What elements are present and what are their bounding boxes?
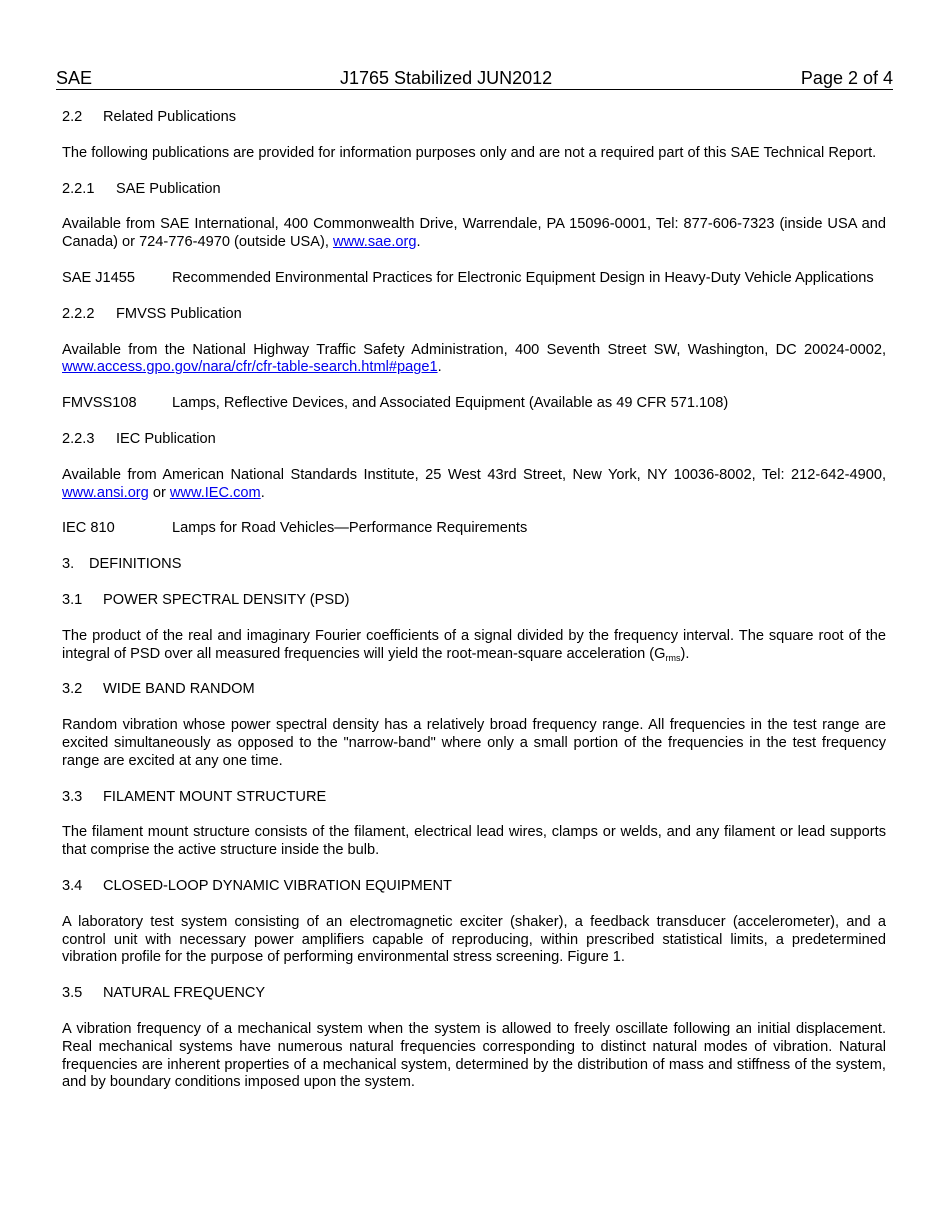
section-3-heading bbox=[62, 556, 886, 574]
section-number: 2.2.1 bbox=[62, 180, 95, 197]
iec-link[interactable]: www.IEC.com bbox=[169, 484, 261, 501]
section-3-5-heading bbox=[62, 985, 886, 1003]
reference-code: FMVSS108 bbox=[62, 395, 137, 412]
section-3-2-text: Random vibration whose power spectral density has a relatively broad frequency range. All frequencies in the test range are excited simultaneously as opposed to the "narrow-band" where only a small portion of the frequencies in the test frequency range are excited at any one time. bbox=[62, 717, 886, 769]
section-title: Related Publications bbox=[103, 109, 237, 125]
sae-availability-text bbox=[62, 216, 886, 252]
availability-text: Available from American National Standards Institute, 25 West 43rd Street, New York, NY 10036-8002, Tel: 212-642-4900, bbox=[62, 466, 886, 483]
section-title: DEFINITIONS bbox=[89, 556, 182, 573]
section-3-1-heading bbox=[62, 592, 886, 610]
reference-iec-810 bbox=[62, 520, 886, 538]
section-2-2-heading bbox=[62, 109, 886, 127]
header-org: SAE bbox=[56, 68, 93, 88]
reference-fmvss108 bbox=[62, 395, 886, 413]
ansi-link[interactable]: www.ansi.org bbox=[62, 484, 149, 501]
section-number: 2.2.2 bbox=[62, 305, 95, 322]
punctuation: . bbox=[260, 484, 265, 501]
punctuation: . bbox=[437, 359, 442, 376]
section-2-2-3-heading bbox=[62, 431, 886, 449]
punctuation: . bbox=[416, 234, 421, 251]
punctuation: ). bbox=[680, 645, 690, 662]
section-2-2-2-heading bbox=[62, 306, 886, 324]
gpo-link[interactable]: www.access.gpo.gov/nara/cfr/cfr-table-search.html#page1 bbox=[62, 359, 438, 376]
section-title: IEC Publication bbox=[116, 430, 216, 447]
conjunction: or bbox=[148, 484, 170, 501]
reference-code: SAE J1455 bbox=[62, 269, 136, 286]
section-title: FILAMENT MOUNT STRUCTURE bbox=[103, 788, 327, 805]
section-number: 3.3 bbox=[62, 788, 83, 805]
sae-link[interactable]: www.sae.org bbox=[332, 234, 417, 251]
section-3-5-text: A vibration frequency of a mechanical system when the system is allowed to freely oscillate following an initial displacement. Real mechanical systems have numerous natural frequencies corresponding to distinct natural modes of vibration. Natural frequencies are inherent properties of a mechanical system, determined by the distribution of mass and stiffness of the system, and by boundary conditions imposed upon the system. bbox=[62, 1020, 886, 1091]
definition-text: The product of the real and imaginary Fourier coefficients of a signal divided by the frequency interval. The square root of the integral of PSD over all measured frequencies will yield the root-mean-square acceleration (G bbox=[62, 627, 886, 662]
section-title: CLOSED-LOOP DYNAMIC VIBRATION EQUIPMENT bbox=[103, 877, 452, 894]
section-number: 2.2 bbox=[62, 109, 83, 125]
reference-code: IEC 810 bbox=[62, 520, 115, 537]
subscript: rms bbox=[665, 652, 681, 663]
section-2-2-text: The following publications are provided for information purposes only and are not a required part of this SAE Technical Report. bbox=[62, 144, 877, 161]
header-document-id: J1765 Stabilized JUN2012 bbox=[340, 68, 553, 88]
section-title: WIDE BAND RANDOM bbox=[103, 681, 255, 698]
section-number: 3.2 bbox=[62, 681, 83, 698]
document-body bbox=[62, 109, 886, 1110]
fmvss-availability-text bbox=[62, 342, 886, 378]
section-title: FMVSS Publication bbox=[116, 305, 242, 322]
section-3-2-heading bbox=[62, 681, 886, 699]
page-header bbox=[56, 68, 893, 90]
section-title: POWER SPECTRAL DENSITY (PSD) bbox=[103, 591, 350, 608]
section-3-4-heading bbox=[62, 878, 886, 896]
section-number: 2.2.3 bbox=[62, 430, 95, 447]
section-3-1-text bbox=[62, 628, 886, 664]
header-page-number: Page 2 of 4 bbox=[800, 68, 893, 88]
reference-description: Lamps, Reflective Devices, and Associated Equipment (Available as 49 CFR 571.108) bbox=[172, 395, 729, 412]
section-title: SAE Publication bbox=[116, 180, 221, 197]
section-number: 3.5 bbox=[62, 985, 83, 1002]
section-3-4-text: A laboratory test system consisting of an electromagnetic exciter (shaker), a feedback transducer (accelerometer), and a control unit with necessary power amplifiers capable of reproducing, within prescribed statistical limits, a predetermined vibration profile for the purpose of performing environmental stress screening. Figure 1. bbox=[62, 913, 886, 966]
section-number: 3.1 bbox=[62, 591, 83, 608]
section-number: 3.4 bbox=[62, 877, 83, 894]
reference-sae-j1455 bbox=[62, 270, 886, 288]
availability-text: Available from SAE International, 400 Commonwealth Drive, Warrendale, PA 15096-0001, Tel: 877-606-7323 (inside USA and Canada) or 724-776-4970 (outside USA), bbox=[62, 216, 886, 251]
reference-description: Lamps for Road Vehicles—Performance Requirements bbox=[172, 520, 528, 537]
availability-text: Available from the National Highway Traffic Safety Administration, 400 Seventh Street SW, Washington, DC 20024-0002, bbox=[62, 341, 886, 358]
section-2-2-1-heading bbox=[62, 181, 886, 199]
section-3-3-text: The filament mount structure consists of the filament, electrical lead wires, clamps or welds, and any filament or lead supports that comprise the active structure inside the bulb. bbox=[62, 824, 886, 859]
iec-availability-text bbox=[62, 467, 886, 503]
section-number: 3. bbox=[62, 556, 75, 573]
section-3-3-heading bbox=[62, 789, 886, 807]
section-title: NATURAL FREQUENCY bbox=[103, 985, 266, 1002]
reference-description: Recommended Environmental Practices for Electronic Equipment Design in Heavy-Duty Vehicle Applications bbox=[172, 269, 874, 286]
